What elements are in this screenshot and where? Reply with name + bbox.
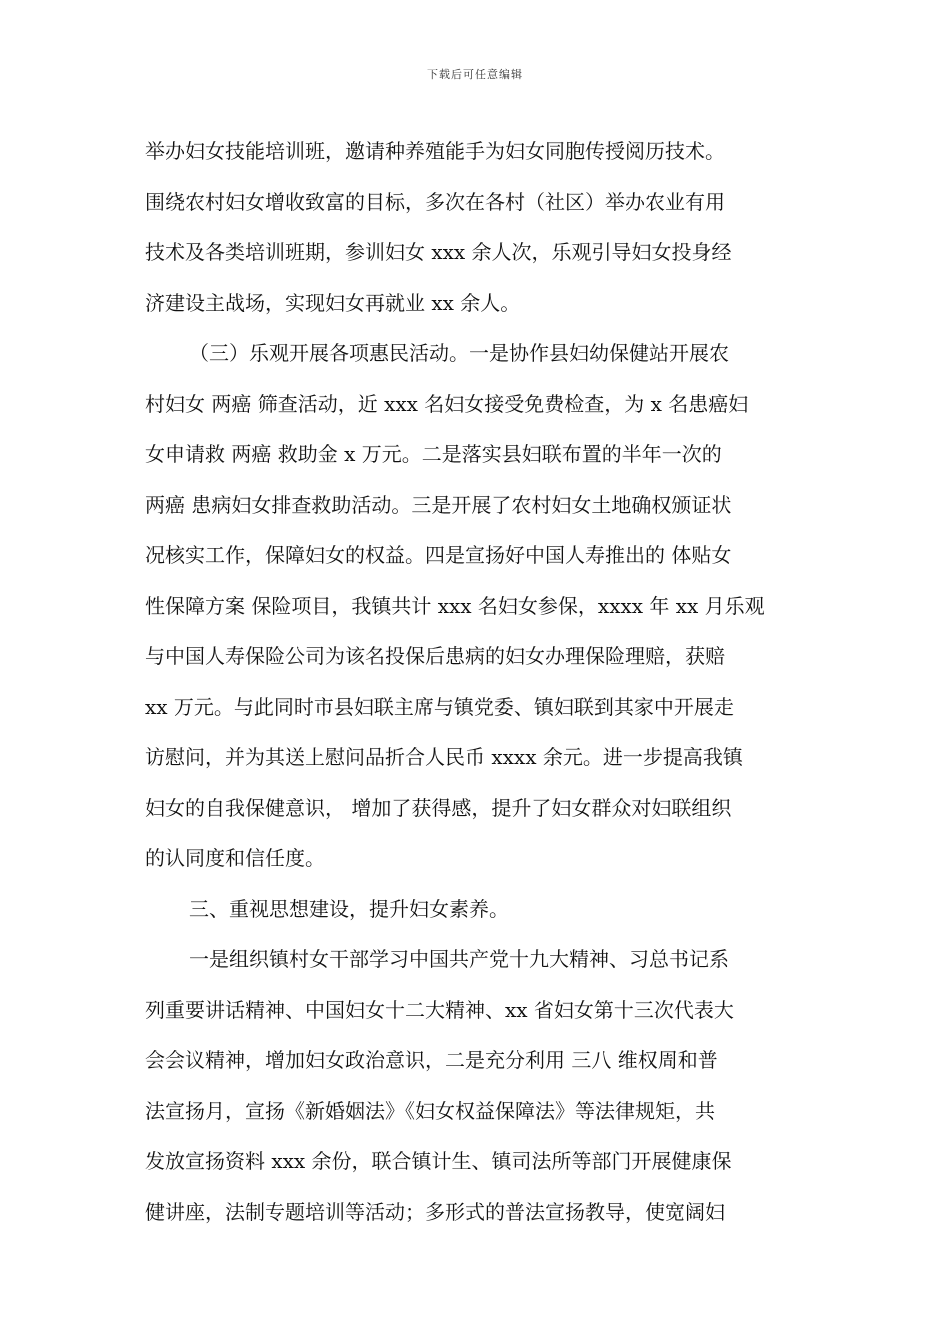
- section-heading-3: （三）乐观开展各项惠民活动。一是协作县妇幼保健站开展农: [189, 341, 729, 365]
- text-line: 围绕农村妇女增收致富的目标，多次在各村（社区）举办农业有用: [145, 189, 725, 214]
- page-header: 下载后可任意编辑: [427, 68, 523, 81]
- text-line: 妇女的自我保健意识， 增加了获得感，提升了妇女群众对妇联组织: [145, 795, 732, 820]
- text-line: 性保障方案 保险项目，我镇共计 xxx 名妇女参保，xxxx 年 xx 月乐观: [145, 593, 765, 618]
- text-line: 村妇女 两癌 筛查活动，近 xxx 名妇女接受免费检查，为 x 名患癌妇: [145, 391, 749, 416]
- paragraph-start: 一是组织镇村女干部学习中国共产党十九大精神、习总书记系: [189, 947, 729, 971]
- text-line: 两癌 患病妇女排查救助活动。三是开展了农村妇女土地确权颁证状: [145, 492, 732, 517]
- text-line: 发放宣扬资料 xxx 余份，联合镇计生、镇司法所等部门开展健康保: [145, 1149, 732, 1173]
- text-line: 女申请救 两癌 救助金 x 万元。二是落实县妇联布置的半年一次的: [145, 442, 722, 466]
- document-body: [145, 126, 810, 1237]
- text-line: 列重要讲话精神、中国妇女十二大精神、xx 省妇女第十三次代表大: [145, 997, 734, 1022]
- text-line: 技术及各类培训班期，参训妇女 xxx 余人次，乐观引导妇女投身经: [145, 240, 732, 264]
- text-line: 访慰问，并为其送上慰问品折合人民币 xxxx 余元。进一步提高我镇: [145, 745, 743, 769]
- text-line: 济建设主战场，实现妇女再就业 xx 余人。: [145, 290, 521, 315]
- text-line: 会会议精神，增加妇女政治意识，二是充分利用 三八 维权周和普: [145, 1048, 718, 1072]
- section-heading-three: 三、重视思想建设，提升妇女素养。: [189, 896, 509, 921]
- text-line: 况核实工作，保障妇女的权益。四是宣扬好中国人寿推出的 体贴女: [145, 543, 732, 567]
- text-line: 健讲座，法制专题培训等活动；多形式的普法宣扬教导，使宽阔妇: [145, 1199, 725, 1224]
- text-line: 与中国人寿保险公司为该名投保后患病的妇女办理保险理赔，获赔: [145, 644, 725, 668]
- text-line: xx 万元。与此同时市县妇联主席与镇党委、镇妇联到其家中开展走: [145, 694, 734, 719]
- text-line: 举办妇女技能培训班，邀请种养殖能手为妇女同胞传授阅历技术。: [145, 139, 725, 163]
- text-line: 的认同度和信任度。: [145, 846, 325, 870]
- text-line: 法宣扬月，宣扬《新婚姻法》《妇女权益保障法》等法律规矩，共: [145, 1098, 715, 1123]
